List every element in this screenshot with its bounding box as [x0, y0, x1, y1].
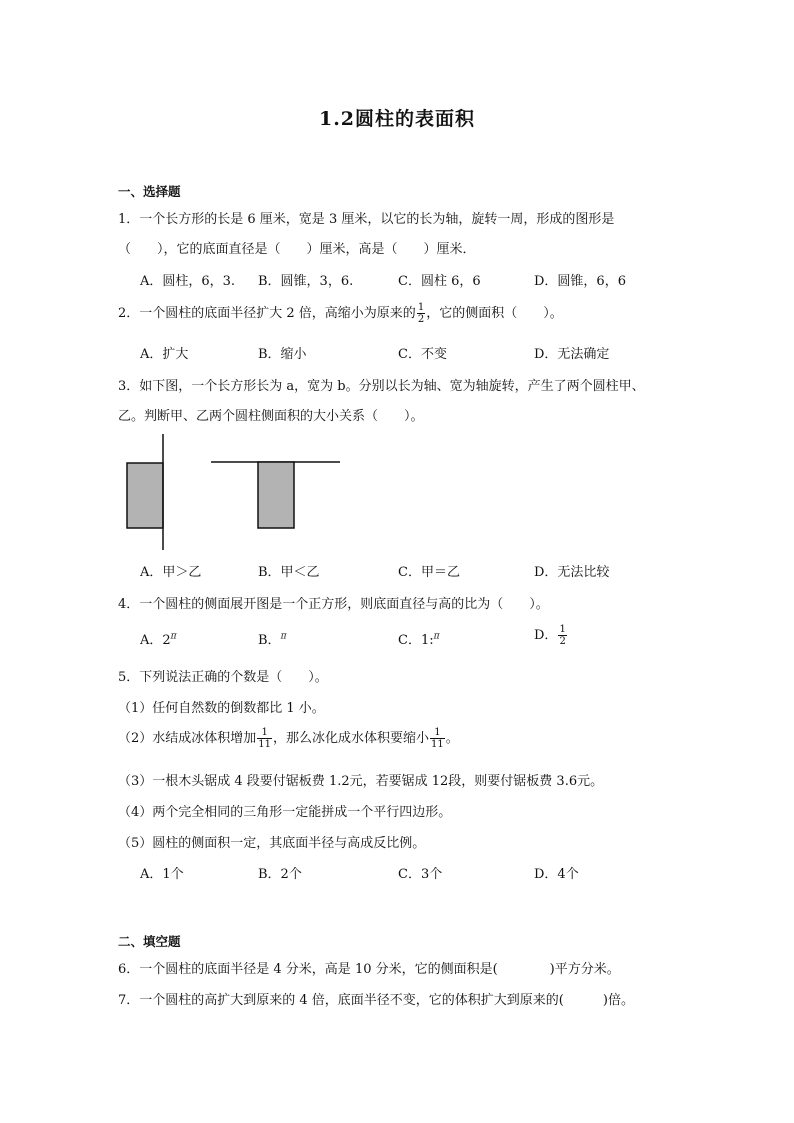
question-4-option-c: [398, 629, 440, 648]
fraction-one-eleventh: [430, 727, 445, 750]
question-1-line-1: 1．一个长方形的长是 6 厘米，宽是 3 厘米，以它的长为轴，旋转一周，形成的图形是: [118, 212, 615, 227]
option-a-label: A．2: [140, 633, 171, 648]
fraction-numerator: 1: [257, 727, 272, 739]
question-5-statement-3: （3）一根木头锯成 4 段要付锯板费 1.2元，若要锯成 12段，则要付锯板费 3.6元。: [118, 774, 604, 789]
question-3-option-c: C．甲＝乙: [398, 565, 460, 580]
question-4: 4．一个圆柱的侧面展开图是一个正方形，则底面直径与高的比为（ ）。: [118, 597, 549, 612]
fraction-numerator: 1: [559, 624, 566, 635]
question-3-option-d: D．无法比较: [534, 565, 610, 580]
question-2-option-b: B．缩小: [258, 347, 307, 362]
question-3-line-1: 3．如下图，一个长方形长为 a，宽为 b。分别以长为轴、宽为轴旋转，产生了两个圆柱甲、: [118, 379, 645, 394]
fraction-one-half: [417, 302, 425, 325]
statement-2-text-middle: ，那么冰化成水体积要缩小: [273, 731, 430, 746]
question-5-option-d: D．4个: [534, 867, 579, 882]
question-7: 7．一个圆柱的高扩大到原来的 4 倍，底面半径不变，它的体积扩大到原来的( )倍。: [118, 993, 634, 1008]
pi-symbol: π: [433, 631, 440, 642]
question-1-option-d: D．圆锥，6，6: [534, 274, 626, 289]
question-4-option-d: [534, 624, 568, 647]
rectangle-a-shape: [127, 463, 163, 528]
question-5-option-b: B．2个: [258, 867, 302, 882]
question-5: 5．下列说法正确的个数是（ ）。: [118, 670, 328, 685]
question-6: 6．一个圆柱的底面半径是 4 分米，高是 10 分米，它的侧面积是( )平方分米。: [118, 962, 620, 977]
question-2-text-before: 2．一个圆柱的底面半径扩大 2 倍，高缩小为原来的: [118, 306, 416, 321]
fraction-denominator: 2: [417, 314, 425, 325]
question-4-option-b: [258, 629, 286, 648]
question-2-option-d: D．无法确定: [534, 347, 610, 362]
question-5-statement-1: （1）任何自然数的倒数都比 1 小。: [118, 701, 325, 716]
question-5-option-a: A．1个: [140, 867, 184, 882]
rectangle-b-shape: [258, 462, 294, 528]
question-5-option-c: C．3个: [398, 867, 443, 882]
question-1-option-b: B．圆锥，3，6.: [258, 274, 354, 289]
question-3-option-b: B．甲＜乙: [258, 565, 320, 580]
question-4-option-a: [140, 629, 177, 648]
statement-2-text-before: （2）水结成冰体积增加: [118, 731, 257, 746]
question-1-option-c: C．圆柱 6，6: [398, 274, 481, 289]
question-5-statement-5: （5）圆柱的侧面积一定，其底面半径与高成反比例。: [118, 836, 426, 851]
fraction-one-eleventh: [257, 727, 272, 750]
pi-symbol: π: [280, 631, 287, 642]
question-5-statement-4: （4）两个完全相同的三角形一定能拼成一个平行四边形。: [118, 805, 452, 820]
question-2: [118, 302, 563, 325]
question-2-option-c: C．不变: [398, 347, 447, 362]
question-2-text-after: ，它的侧面积（ ）。: [426, 306, 563, 321]
question-1-line-2: （ ），它的底面直径是（ ）厘米，高是（ ）厘米．: [118, 242, 476, 257]
question-3-option-a: A．甲＞乙: [140, 565, 202, 580]
option-d-label: D．: [534, 628, 558, 643]
fraction-one-half: [558, 624, 566, 647]
fraction-denominator: 11: [431, 739, 444, 750]
page-title: 1.2圆柱的表面积: [318, 108, 476, 130]
fraction-denominator: 2: [559, 636, 566, 647]
pi-symbol: π: [170, 631, 177, 642]
question-2-option-a: A．扩大: [140, 347, 189, 362]
section-heading-fill: 二、填空题: [118, 934, 181, 949]
section-heading-choice: 一、选择题: [118, 184, 181, 199]
question-3-line-2: 乙。判断甲、乙两个圆柱侧面积的大小关系（ ）。: [118, 409, 424, 424]
rectangle-rotation-figure: [118, 430, 358, 555]
option-c-label: C．1:: [398, 633, 434, 648]
fraction-numerator: 1: [430, 727, 445, 739]
option-b-label: B．: [258, 633, 281, 648]
fraction-numerator: 1: [417, 302, 425, 313]
question-5-statement-2: [118, 727, 459, 750]
statement-2-text-after: 。: [445, 731, 459, 746]
fraction-denominator: 11: [258, 739, 272, 750]
question-1-option-a: A．圆柱，6，3.: [140, 274, 236, 289]
